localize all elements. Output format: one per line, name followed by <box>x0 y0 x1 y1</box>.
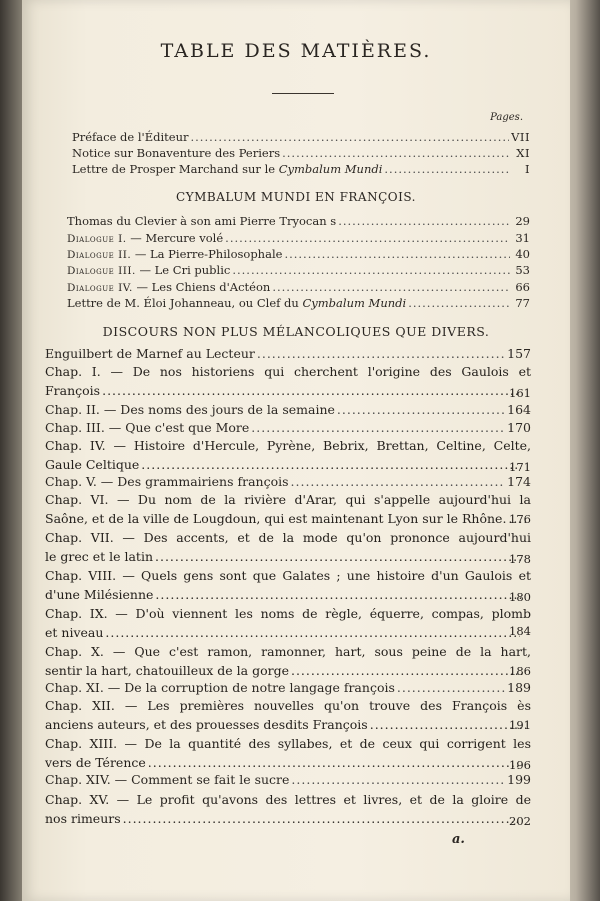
toc-entry: Chap. XII. — Les premières nouvelles qu'on trouve des François ès anciens auteurs, et des prouesses desdits François ..... 191 <box>45 696 531 734</box>
toc-entry: Chap. XIII. — De la quantité des syllabes, et de ceux qui corrigent les vers de Térence ..... 196 <box>45 734 531 772</box>
toc-entry: Chap. VI. — Du nom de la rivière d'Arar, qui s'appelle aujourd'hui la Saône, et de la ville de Lougdoun, qui est maintenant Lyon sur le Rhône. ..... 176 <box>45 490 531 528</box>
toc-entry: Chap. X. — Que c'est ramon, ramonner, hart, sous peine de la hart, sentir la hart, chatouilleux de la gorge ..... 186 <box>45 642 531 680</box>
section-heading: DISCOURS NON PLUS MÉLANCOLIQUES QUE DIVERS. <box>102 324 490 339</box>
toc-entry: Lettre de Prosper Marchand sur le Cymbalum Mundi ..... I <box>72 162 530 176</box>
toc-entry: Chap. VIII. — Quels gens sont que Galates ; une histoire d'un Gaulois et d'une Milésienne ..... 180 <box>45 566 531 604</box>
toc-entry: Chap. XV. — Le profit qu'avons des lettres et livres, et de la gloire de nos rimeurs ..... 202 <box>45 790 531 828</box>
toc-entry: Dialogue I. — Mercure volé ..... 31 <box>67 231 530 245</box>
section-heading: CYMBALUM MUNDI EN FRANÇOIS. <box>176 190 416 204</box>
toc-entry: Chap. II. — Des noms des jours de la semaine ..... 164 <box>45 402 531 417</box>
toc-entry: Thomas du Clevier à son ami Pierre Tryocan s ..... 29 <box>67 214 530 228</box>
toc-entry: Chap. VII. — Des accents, et de la mode qu'on prononce aujourd'hui le grec et le latin ..... 178 <box>45 528 531 566</box>
toc-entry: Notice sur Bonaventure des Periers ..... XI <box>72 146 530 160</box>
toc-entry: Dialogue IV. — Les Chiens d'Actéon ..... 66 <box>67 280 530 294</box>
toc-entry: Chap. XIV. — Comment se fait le sucre ..... 199 <box>45 772 531 787</box>
toc-entry: Préface de l'Éditeur ..... VII <box>72 130 530 144</box>
toc-entry: Dialogue II. — La Pierre-Philosophale ..... 40 <box>67 247 530 261</box>
toc-entry: Chap. V. — Des grammairiens françois ..... 174 <box>45 474 531 489</box>
toc-entry: Lettre de M. Éloi Johanneau, ou Clef du Cymbalum Mundi ..... 77 <box>67 296 530 310</box>
toc-entry: Enguilbert de Marnef au Lecteur ..... 157 <box>45 346 531 361</box>
signature-mark: a. <box>452 832 465 847</box>
toc-entry: Chap. IX. — D'où viennent les noms de règle, équerre, compas, plomb et niveau ..... 184 <box>45 604 531 642</box>
title-rule <box>272 93 334 94</box>
pages-column-label: Pages. <box>490 112 523 123</box>
toc-entry: Dialogue III. — Le Cri public ..... 53 <box>67 263 530 277</box>
toc-entry: Chap. I. — De nos historiens qui cherchent l'origine des Gaulois et François ..... 161 <box>45 362 531 400</box>
toc-entry: Chap. III. — Que c'est que More ..... 170 <box>45 420 531 435</box>
page-title: TABLE DES MATIÈRES. <box>160 40 432 62</box>
toc-entry: Chap. XI. — De la corruption de notre langage françois ..... 189 <box>45 680 531 695</box>
toc-entry: Chap. IV. — Histoire d'Hercule, Pyrène, Bebrix, Brettan, Celtine, Celte, Gaule Celtique ..... 171 <box>45 436 531 474</box>
book-page <box>22 0 570 901</box>
